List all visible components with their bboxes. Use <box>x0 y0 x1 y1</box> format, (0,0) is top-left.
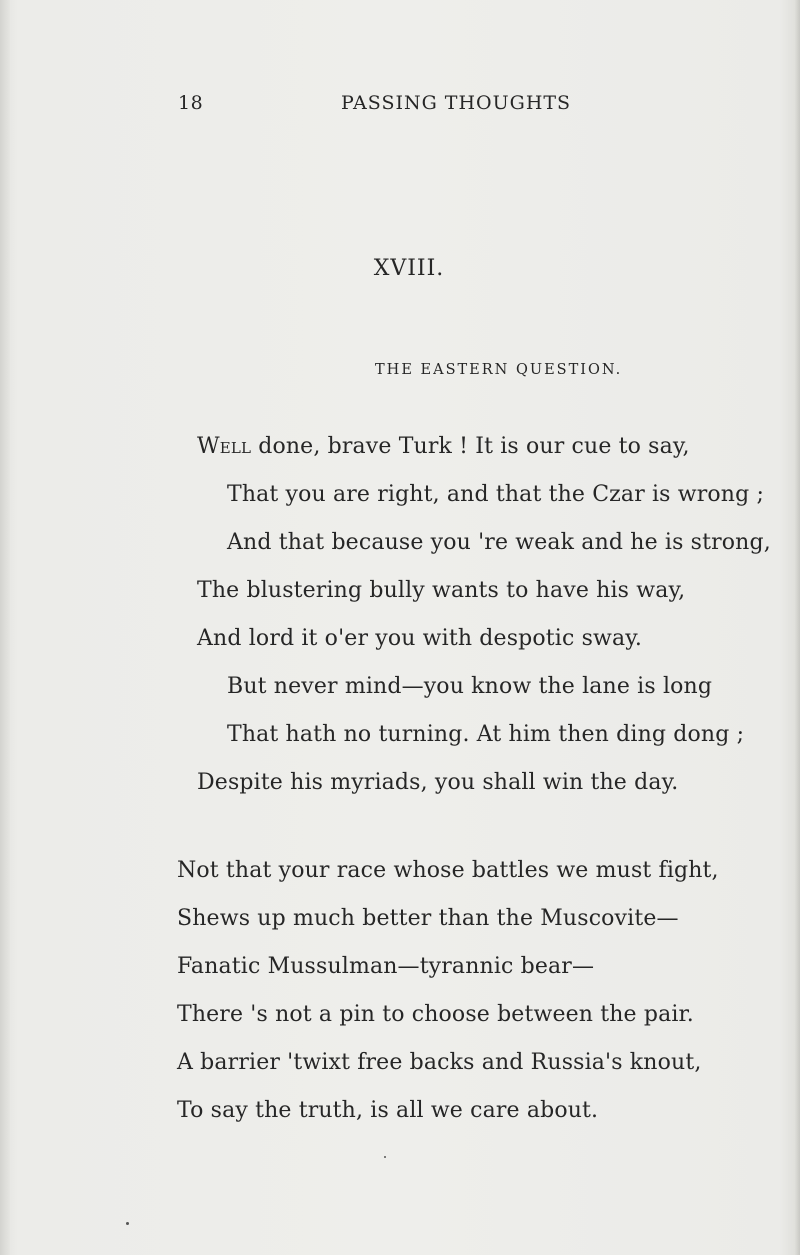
poem-line: Despite his myriads, you shall win the day. <box>197 770 679 795</box>
poem-line-text: done, brave Turk ! It is our cue to say, <box>251 434 690 459</box>
page-right-edge <box>794 0 800 1255</box>
poem-line: That hath no turning. At him then ding dong ; <box>227 722 745 747</box>
poem-line: Fanatic Mussulman—tyrannic bear— <box>177 954 595 979</box>
running-head: PASSING THOUGHTS <box>341 92 572 114</box>
section-number: XVIII. <box>373 256 445 281</box>
drop-word <box>197 434 251 459</box>
initial-word-rest: ell <box>219 434 252 459</box>
poem-title: THE EASTERN QUESTION. <box>375 362 623 378</box>
paper-speck <box>126 1222 129 1225</box>
poem-line: And that because you 're weak and he is strong, <box>227 530 771 555</box>
poem-line: And lord it o'er you with despotic sway. <box>197 626 643 651</box>
poem-line: Shews up much better than the Muscovite— <box>177 906 679 931</box>
paper-speck <box>384 1156 386 1158</box>
poem-line: A barrier 'twixt free backs and Russia's knout, <box>177 1050 702 1075</box>
poem-line: There 's not a pin to choose between the pair. <box>177 1002 694 1027</box>
poem-line: The blustering bully wants to have his way, <box>197 578 686 603</box>
page-number: 18 <box>178 92 204 114</box>
poem-line: To say the truth, is all we care about. <box>177 1098 599 1123</box>
poem-line: But never mind—you know the lane is long <box>227 674 713 699</box>
poem-line: Not that your race whose battles we must fight, <box>177 858 719 883</box>
poem-line: That you are right, and that the Czar is wrong ; <box>227 482 765 507</box>
poem-line <box>197 434 690 459</box>
page-left-edge <box>0 0 10 1255</box>
initial-letter: W <box>197 434 220 459</box>
